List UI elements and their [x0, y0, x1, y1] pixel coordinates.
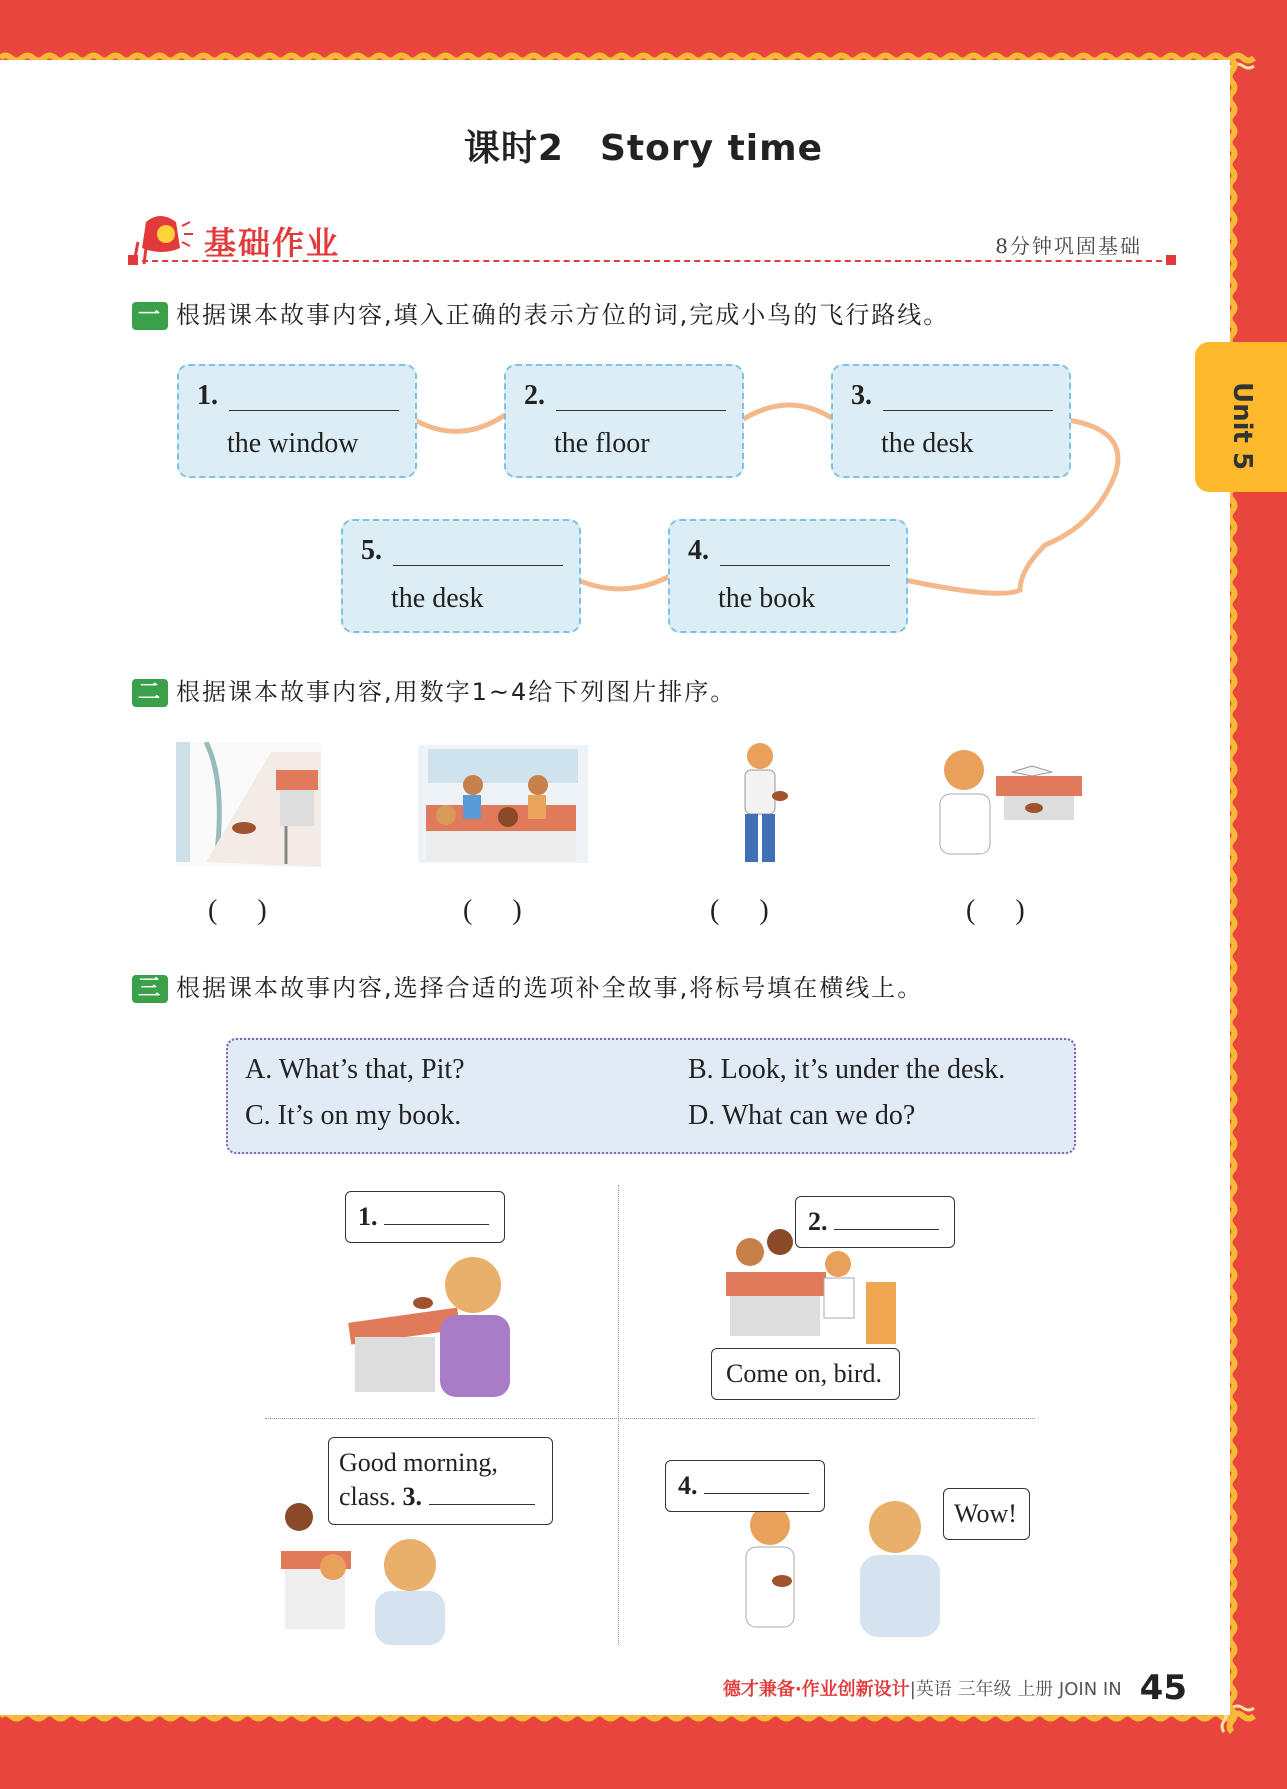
order-blank-1[interactable]: (): [208, 895, 307, 926]
speech-bubble-wow: [943, 1488, 1030, 1540]
option-d: D. What can we do?: [688, 1100, 916, 1131]
q2-heading: [132, 674, 736, 710]
flight-route: [0, 0, 1287, 700]
q1-instruction: 根据课本故事内容,填入正确的表示方位的词,完成小鸟的飞行路线。: [176, 301, 950, 329]
bubble-text: class.: [339, 1482, 397, 1511]
q3-heading: [132, 970, 923, 1006]
order-blank-2[interactable]: (): [463, 895, 562, 926]
route-box-number: 2.: [524, 380, 545, 411]
lesson-number: 课时2: [463, 128, 564, 169]
answer-blank[interactable]: [883, 410, 1053, 411]
bubble-number: 2.: [808, 1207, 828, 1236]
answer-blank[interactable]: [229, 410, 399, 411]
answer-blank[interactable]: [720, 565, 890, 566]
panel-divider-horizontal: [265, 1418, 1035, 1419]
panel-divider-vertical: [618, 1185, 619, 1645]
route-box-number: 1.: [197, 380, 218, 411]
illustration-boy-and-teacher: [720, 1495, 970, 1640]
picture-classroom: [418, 745, 588, 863]
unit-tab-label: Unit 5: [1227, 382, 1257, 471]
lesson-subtitle: Story time: [599, 128, 824, 169]
answer-blank[interactable]: [556, 410, 726, 411]
route-box-text: the book: [718, 583, 816, 614]
route-box-number: 5.: [361, 535, 382, 566]
order-blank-3[interactable]: (): [710, 895, 809, 926]
options-box: [226, 1038, 1076, 1154]
bubble-text: Wow!: [954, 1499, 1017, 1528]
answer-blank[interactable]: [384, 1224, 489, 1225]
route-box-text: the window: [227, 428, 359, 459]
order-blank-4[interactable]: (): [966, 895, 1065, 926]
option-b: B. Look, it’s under the desk.: [688, 1054, 1006, 1085]
route-box-3: [831, 364, 1071, 478]
route-box-2: [504, 364, 744, 478]
option-a: A. What’s that, Pit?: [245, 1054, 465, 1085]
speech-bubble-4: [665, 1460, 825, 1512]
page-number: 45: [1139, 1668, 1187, 1708]
route-box-text: the desk: [391, 583, 484, 614]
illustration-girl-at-desk: [345, 1245, 515, 1400]
answer-blank[interactable]: [393, 565, 563, 566]
route-box-text: the desk: [881, 428, 974, 459]
picture-boy-holding-bird: [725, 740, 795, 870]
bubble-text: Come on, bird.: [726, 1359, 882, 1388]
section-title: 基础作业: [204, 224, 341, 262]
q2-number: 二: [132, 679, 168, 707]
picture-boy-and-desk: [934, 746, 1084, 858]
q2-instruction: 根据课本故事内容,用数字1~4给下列图片排序。: [176, 678, 737, 706]
bubble-number: 1.: [358, 1202, 378, 1231]
q1-number: 一: [132, 302, 168, 330]
bubble-number: 3.: [402, 1482, 423, 1511]
speech-bubble-3: [328, 1437, 553, 1525]
q3-number: 三: [132, 975, 168, 1003]
option-c: C. It’s on my book.: [245, 1100, 462, 1131]
route-box-1: [177, 364, 417, 478]
route-box-5: [341, 519, 581, 633]
page-footer: [723, 1668, 1187, 1708]
q3-instruction: 根据课本故事内容,选择合适的选项补全故事,将标号填在横线上。: [176, 974, 924, 1002]
picture-bird-on-floor: [176, 742, 321, 867]
speech-bubble-2: [795, 1196, 955, 1248]
route-box-text: the floor: [554, 428, 650, 459]
route-box-4: [668, 519, 908, 633]
answer-blank[interactable]: [834, 1229, 939, 1230]
section-subtitle: 8分钟巩固基础: [995, 234, 1142, 258]
route-box-number: 4.: [688, 535, 709, 566]
footer-info: |英语 三年级 上册 JOIN IN: [909, 1679, 1122, 1700]
answer-blank[interactable]: [704, 1493, 809, 1494]
bubble-number: 4.: [678, 1471, 698, 1500]
speech-bubble-1: [345, 1191, 505, 1243]
answer-blank[interactable]: [429, 1504, 535, 1505]
route-box-number: 3.: [851, 380, 872, 411]
speech-bubble-come-on: [711, 1348, 900, 1400]
footer-brand: 德才兼备·作业创新设计: [722, 1679, 910, 1700]
bubble-text: Good morning,: [339, 1448, 498, 1477]
